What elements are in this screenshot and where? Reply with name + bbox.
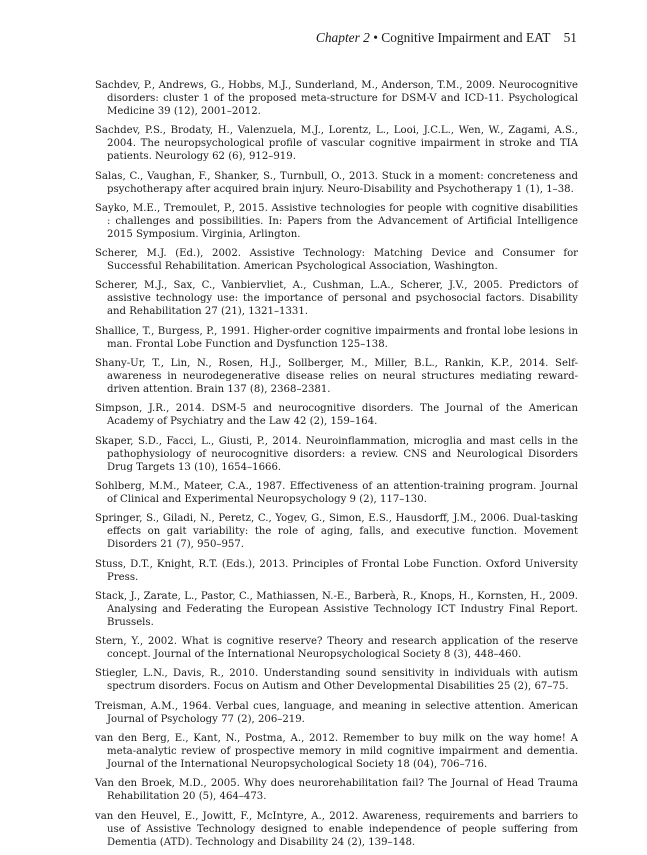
chapter-title: Cognitive Impairment and EAT [381, 30, 551, 45]
reference-entry: van den Berg, E., Kant, N., Postma, A., 2012. Remember to buy milk on the way home! A meta-analytic review of prospective memory in mild cognitive impairment and dementia. Journal of the International Neuropsychological Society 18 (04), 706–716. [95, 733, 578, 771]
reference-entry: Stern, Y., 2002. What is cognitive reserve? Theory and research application of the reserve concept. Journal of the International Neuropsychological Society 8 (3), 448–460. [95, 636, 578, 661]
reference-entry: Sachdev, P., Andrews, G., Hobbs, M.J., Sunderland, M., Anderson, T.M., 2009. Neurocognitive disorders: cluster 1 of the proposed meta-structure for DSM-V and ICD-11. Psychological Medicine 39 (12), 2001–2012. [95, 80, 578, 117]
reference-entry: Salas, C., Vaughan, F., Shanker, S., Turnbull, O., 2013. Stuck in a moment: concreteness and psychotherapy after acquired brain injury. Neuro-Disability and Psychotherapy 1 (1), 1–38. [95, 170, 578, 195]
reference-entry: Stiegler, L.N., Davis, R., 2010. Understanding sound sensitivity in individuals with autism spectrum disorders. Focus on Autism and Other Developmental Disabilities 25 (2), 67–75. [95, 668, 578, 693]
chapter-label: Chapter 2 [315, 30, 370, 45]
reference-entry: Springer, S., Giladi, N., Peretz, C., Yogev, G., Simon, E.S., Hausdorff, J.M., 2006. Dual-tasking effects on gait variability: the role of aging, falls, and executive function. Movement Disorders 21 (7), 950–957. [95, 513, 578, 551]
reference-entry: van den Heuvel, E., Jowitt, F., McIntyre, A., 2012. Awareness, requirements and barriers to use of Assistive Technology designed to enable independence of people suffering from Dementia (ATD). Technology and Disability 24 (2), 139–148. [95, 810, 578, 848]
reference-entry: Treisman, A.M., 1964. Verbal cues, language, and meaning in selective attention. American Journal of Psychology 77 (2), 206–219. [95, 700, 578, 725]
reference-entry: Shany-Ur, T., Lin, N., Rosen, H.J., Sollberger, M., Miller, B.L., Rankin, K.P., 2014. Self-awareness in neurodegenerative disease relies on neural structures mediating reward-driven attention. Brain 137 (8), 2368–2381. [95, 358, 578, 396]
reference-entry: Scherer, M.J., Sax, C., Vanbiervliet, A., Cushman, L.A., Scherer, J.V., 2005. Predictors of assistive technology use: the importance of personal and psychosocial factors. Disability and Rehabilitation 27 (21), 1321–1331. [95, 280, 578, 318]
reference-entry: Shallice, T., Burgess, P., 1991. Higher-order cognitive impairments and frontal lobe lesions in man. Frontal Lobe Function and Dysfunction 125–138. [95, 325, 578, 350]
reference-list [95, 79, 578, 855]
reference-entry: Sayko, M.E., Tremoulet, P., 2015. Assistive technologies for people with cognitive disabilities : challenges and possibilities. In: Papers from the Advancement of Artificial Intelligence 2015 Symposium. Virginia, Arlington. [95, 202, 578, 240]
running-head [316, 30, 577, 46]
reference-entry: Skaper, S.D., Facci, L., Giusti, P., 2014. Neuroinflammation, microglia and mast cells in the pathophysiology of neurocognitive disorders: a review. CNS and Neurological Disorders Drug Targets 13 (10), 1654–1666. [95, 435, 578, 473]
reference-entry: Simpson, J.R., 2014. DSM-5 and neurocognitive disorders. The Journal of the American Academy of Psychiatry and the Law 42 (2), 159–164. [95, 403, 578, 428]
reference-entry: Scherer, M.J. (Ed.), 2002. Assistive Technology: Matching Device and Consumer for Successful Rehabilitation. American Psychological Association, Washington. [95, 248, 578, 273]
reference-entry: Stuss, D.T., Knight, R.T. (Eds.), 2013. Principles of Frontal Lobe Function. Oxford University Press. [95, 558, 578, 583]
reference-entry: Stack, J., Zarate, L., Pastor, C., Mathiassen, N.-E., Barberà, R., Knops, H., Kornsten, H., 2009. Analysing and Federating the European Assistive Technology ICT Industry Final Report. Brussels. [95, 590, 578, 628]
reference-entry: Sohlberg, M.M., Mateer, C.A., 1987. Effectiveness of an attention-training program. Journal of Clinical and Experimental Neuropsychology 9 (2), 117–130. [95, 480, 578, 505]
page-number: 51 [563, 30, 577, 45]
reference-entry: Sachdev, P.S., Brodaty, H., Valenzuela, M.J., Lorentz, L., Looi, J.C.L., Wen, W., Zagami, A.S., 2004. The neuropsychological profile of vascular cognitive impairment in stroke and TIA patients. Neurology 62 (6), 912–919. [95, 125, 578, 163]
header-bullet: • [373, 30, 378, 45]
reference-entry: Van den Broek, M.D., 2005. Why does neurorehabilitation fail? The Journal of Head Trauma Rehabilitation 20 (5), 464–473. [95, 778, 578, 803]
